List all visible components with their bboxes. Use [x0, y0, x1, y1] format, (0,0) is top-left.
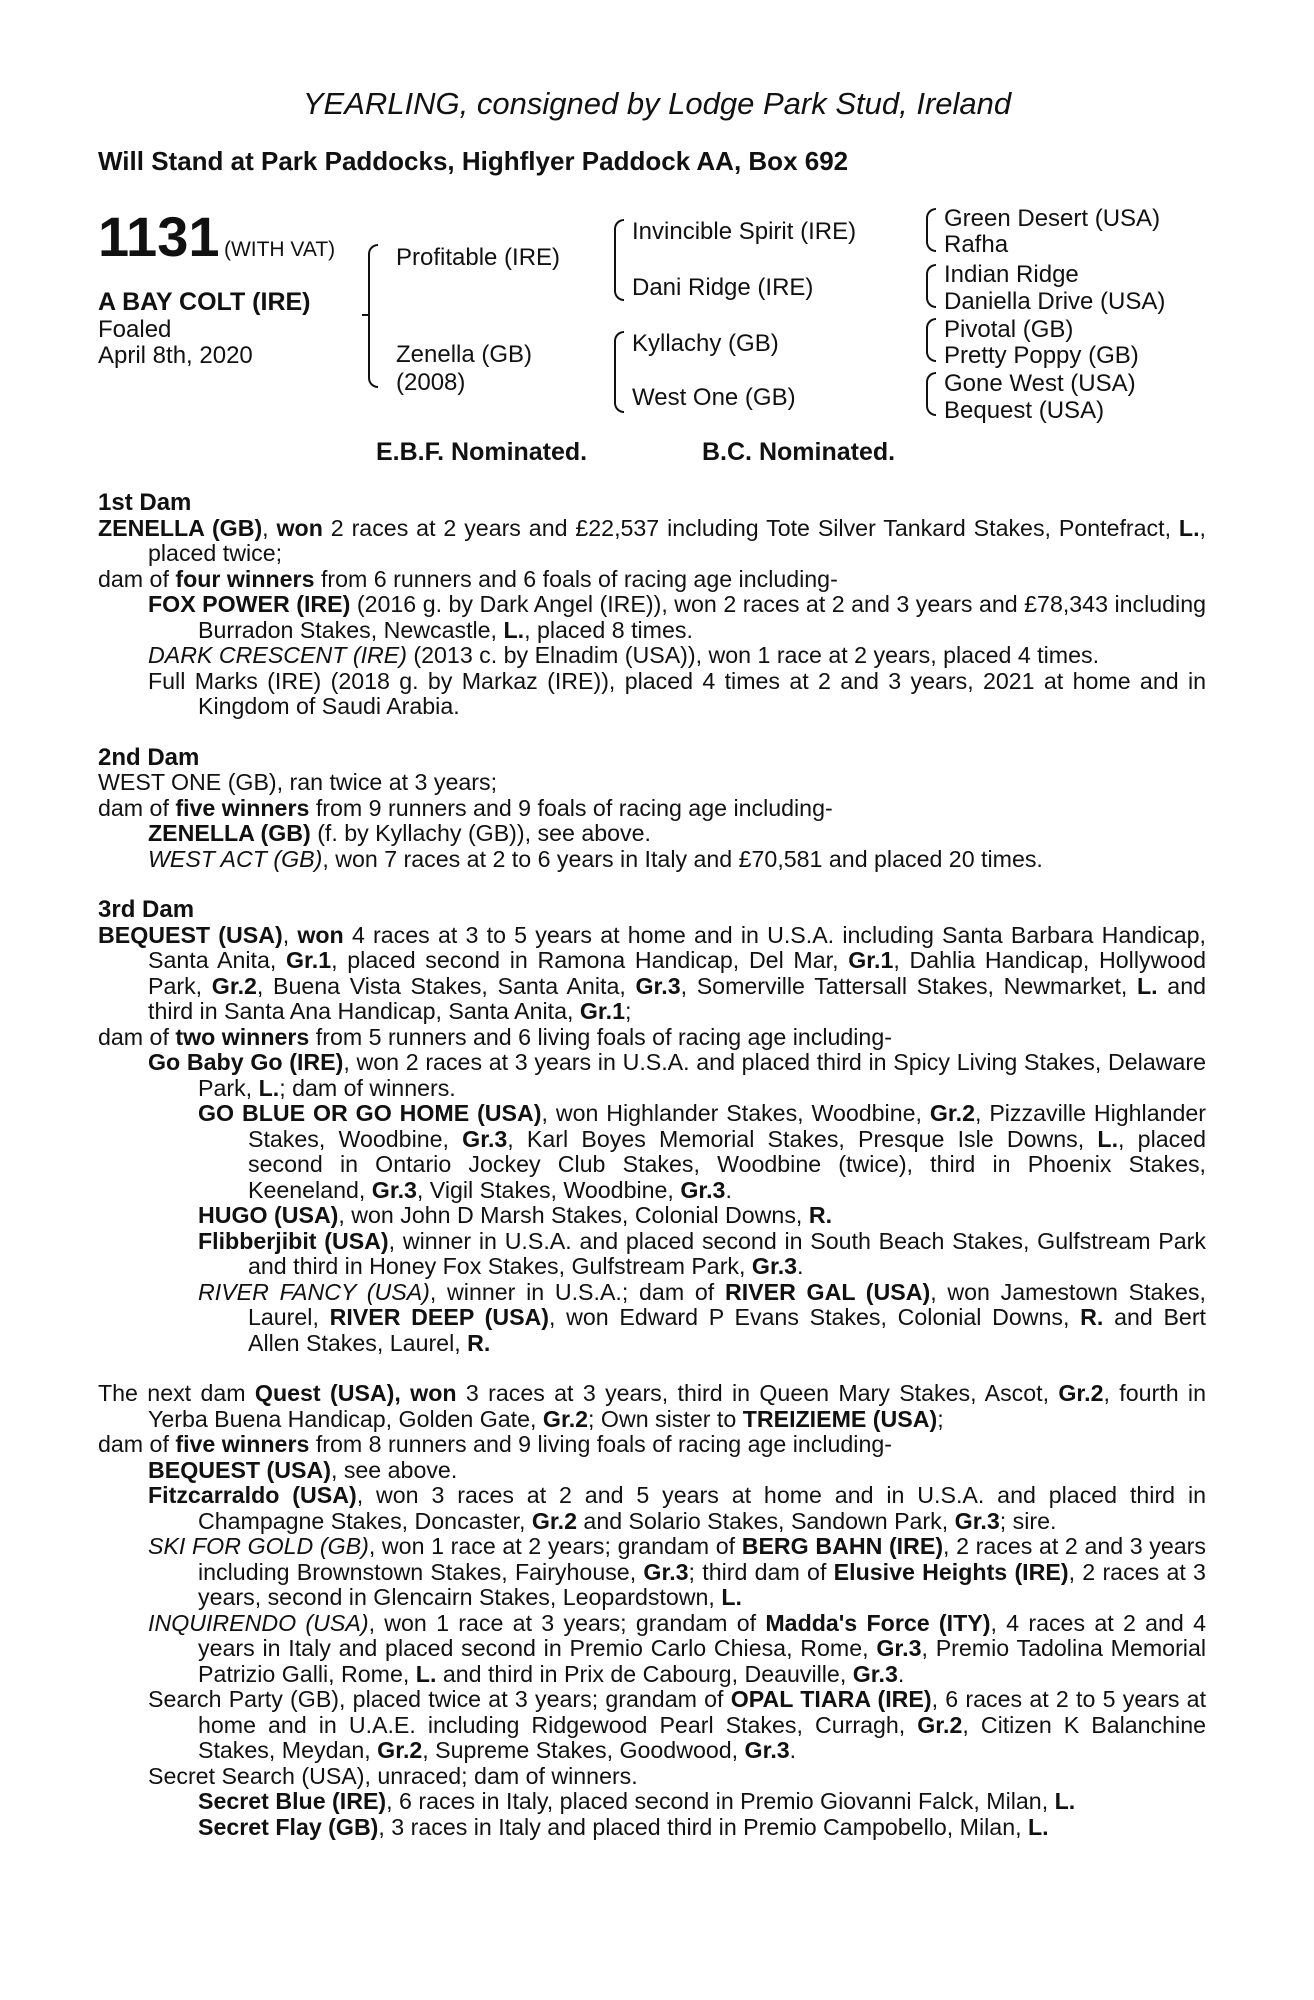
lot-header	[98, 204, 335, 269]
grade-label: Gr.1	[848, 947, 894, 973]
listed-label: L.	[258, 1074, 280, 1101]
horse-name: TREIZIEME (USA)	[742, 1405, 938, 1432]
horse-name: INQUIRENDO (USA)	[148, 1609, 369, 1636]
grade-label: Gr.2	[542, 1405, 589, 1432]
race-record: , 2 races at 3 years, second in Glencairn Stakes, Leopardstown,	[198, 1558, 1206, 1610]
next-dam-record	[98, 1381, 1206, 1432]
race-record: , 3 races in Italy and placed third in Premio Campobello, Milan,	[378, 1813, 1022, 1840]
listed-label: L.	[1027, 1813, 1049, 1840]
dam1-produce-3: Full Marks (IRE) (2018 g. by Markaz (IRE)), placed 4 times at 2 and 3 years, 2021 at home and in Kingdom of Saudi Arabia.	[148, 667, 1206, 719]
grade-label: Gr.3	[635, 972, 681, 999]
dam1-produce-1	[98, 592, 1206, 643]
race-record: , won 3 races at 2 and 5 years at home and in U.S.A. and placed third in Champagne Stakes, Doncaster,	[198, 1482, 1206, 1534]
grade-label: Gr.2	[917, 1711, 963, 1738]
pedigree-brace-main	[368, 244, 378, 388]
listed-label: L.	[1097, 1125, 1119, 1152]
pedigree-dam-sire: Kyllachy (GB)	[632, 330, 779, 357]
listed-label: L.	[503, 616, 525, 643]
race-record: , won 7 races at 2 to 6 years in Italy and £70,581 and placed 20 times.	[322, 845, 1043, 872]
dam3-grandproduce-1	[98, 1101, 1206, 1203]
pedigree-dam-dam: West One (GB)	[632, 384, 796, 411]
pedigree-g1: Green Desert (USA)	[944, 205, 1161, 232]
race-record: , see above.	[330, 1456, 458, 1483]
horse-name: RIVER FANCY (USA)	[198, 1278, 430, 1305]
race-record: .	[789, 1737, 797, 1763]
race-record: , placed 8 times.	[524, 616, 693, 643]
grade-label: Gr.3	[371, 1176, 417, 1203]
pedigree-sire-sire: Invincible Spirit (IRE)	[632, 218, 857, 245]
next-dam-produce-3	[98, 1534, 1206, 1611]
dam2-produce-2	[98, 847, 1206, 873]
race-record: , 4 races at 2 and 4 years in Italy and placed second in Premio Carlo Chiesa, Rome,	[198, 1609, 1206, 1661]
pedigree-brace-g4	[926, 372, 936, 416]
horse-name: RIVER GAL (USA)	[724, 1278, 931, 1305]
race-record: , Supreme Stakes, Goodwood,	[422, 1737, 739, 1763]
race-record: , placed twice;	[148, 514, 1206, 566]
produce-text: from 8 runners and 9 living foals of racing age including-	[315, 1431, 892, 1457]
pedigree-dam-year: (2008)	[396, 369, 466, 396]
dam2-produce-1	[98, 821, 1206, 847]
listed-label: L.	[1178, 514, 1200, 541]
race-record: , 6 races in Italy, placed second in Premio Giovanni Falck, Milan,	[386, 1788, 1049, 1814]
grade-label: Gr.3	[954, 1507, 1000, 1534]
produce-text: from 6 runners and 6 foals of racing age including-	[320, 565, 838, 592]
race-record: , won 2 races at 3 years in U.S.A. and placed third in Spicy Living Stakes, Delaware Park,	[198, 1049, 1206, 1101]
race-record: (2016 g. by Dark Angel (IRE)), won 2 races at 2 and 3 years and £78,343 including Burradon Stakes, Newcastle,	[198, 591, 1206, 643]
grade-label: Gr.3	[680, 1176, 726, 1203]
listed-label: L.	[721, 1584, 742, 1610]
horse-name: FOX POWER (IRE)	[148, 591, 351, 617]
horse-name: Go Baby Go (IRE)	[148, 1049, 344, 1075]
pedigree-brace-g3	[926, 318, 936, 362]
next-dam-produce-2	[98, 1483, 1206, 1534]
restricted-label: R.	[467, 1329, 491, 1356]
produce-text: dam of	[98, 1023, 169, 1050]
pedigree-dam: Zenella (GB)	[396, 341, 533, 368]
dam3-grandproduce-4	[98, 1280, 1206, 1357]
grade-label: Gr.3	[744, 1737, 790, 1763]
dam1-record: ZENELLA (GB), won 2 races at 2 years and £22,537 including Tote Silver Tankard Stakes, Pontefract, L., placed twice;	[98, 514, 1206, 566]
race-record: , won Jamestown Stakes, Laurel,	[248, 1278, 1206, 1330]
grade-label: Gr.1	[579, 998, 625, 1024]
dam2-record: WEST ONE (GB), ran twice at 3 years;	[98, 769, 498, 795]
horse-name: Madda's Force (ITY)	[765, 1609, 991, 1636]
race-record: Search Party (GB), placed twice at 3 years; grandam of	[148, 1686, 724, 1712]
next-dam-grandproduce-2	[98, 1815, 1206, 1841]
race-record: 4 races at 3 to 5 years at home and in U.S.A. including Santa Barbara Handicap, Santa Anita,	[148, 921, 1206, 973]
horse-name: WEST ACT (GB)	[148, 845, 323, 872]
dam3-grandproduce-3	[98, 1229, 1206, 1280]
stand-location: Will Stand at Park Paddocks, Highflyer Paddock AA, Box 692	[98, 146, 849, 176]
dam3-grandproduce-2	[98, 1203, 1206, 1229]
pedigree-brace-g2	[926, 264, 936, 308]
pedigree-sire-dam: Dani Ridge (IRE)	[632, 274, 814, 301]
race-record: , won 1 race at 2 years; grandam of	[368, 1533, 736, 1559]
dam1-produce-2	[98, 643, 1206, 669]
horse-name: Quest (USA), won	[254, 1380, 457, 1406]
horse-name: Secret Flay (GB)	[198, 1813, 379, 1840]
listed-label: L.	[1137, 972, 1158, 999]
grade-label: Gr.2	[531, 1507, 577, 1534]
section-heading-1st-dam: 1st Dam	[98, 489, 192, 516]
listed-label: L.	[415, 1660, 437, 1687]
next-dam-produce-6: Secret Search (USA), unraced; dam of winners.	[148, 1762, 638, 1789]
bc-nomination: B.C. Nominated.	[702, 438, 896, 466]
race-record: .	[797, 1253, 804, 1279]
race-record: , 6 races at 2 to 5 years at home and in U.A.E. including Ridgewood Pearl Stakes, Curragh,	[198, 1686, 1207, 1738]
race-record: , Vigil Stakes, Woodbine,	[416, 1176, 674, 1203]
next-dam-produce-1	[98, 1458, 1206, 1484]
race-record: , won Edward P Evans Stakes, Colonial Downs,	[549, 1304, 1070, 1330]
race-record: , placed second in Ontario Jockey Club Stakes, Woodbine (twice), third in Phoenix Stakes, Keeneland,	[248, 1125, 1206, 1203]
race-record: , 2 races at 2 and 3 years including Brownstown Stakes, Fairyhouse,	[198, 1533, 1206, 1585]
horse-name: SKI FOR GOLD (GB)	[148, 1533, 369, 1559]
horse-name: BEQUEST (USA)	[98, 921, 283, 948]
race-record: and third in Prix de Cabourg, Deauville,	[442, 1660, 847, 1687]
race-record: ; dam of winners.	[279, 1074, 456, 1101]
section-heading-2nd-dam: 2nd Dam	[98, 743, 200, 771]
race-record: (2013 c. by Elnadim (USA)), won 1 race at 2 years, placed 4 times.	[413, 642, 1100, 668]
produce-text: from 9 runners and 9 foals of racing age including-	[315, 794, 833, 821]
race-record: , winner in U.S.A. and placed second in South Beach Stakes, Gulfstream Park and third in Honey Fox Stakes, Gulfstream Park,	[248, 1227, 1206, 1279]
produce-text: dam of	[98, 794, 169, 821]
race-record: , Buena Vista Stakes, Santa Anita,	[256, 972, 626, 999]
dam3-record: BEQUEST (USA), won 4 races at 3 to 5 years at home and in U.S.A. including Santa Barbara Handicap, Santa Anita, Gr.1, placed second in Ramona Handicap, Del Mar, Gr.1, Dahlia Handicap, Hollywood Park, Gr.2, Buena Vista Stakes, Santa Anita, Gr.3, Somerville Tattersall Stakes, Newmarket, L. and third in Santa Ana Handicap, Santa Anita, Gr.1;	[98, 921, 1206, 1024]
horse-name: Flibberjibit (USA)	[198, 1227, 389, 1254]
race-record: , winner in U.S.A.; dam of	[429, 1278, 715, 1305]
horse-name: DARK CRESCENT (IRE)	[148, 642, 407, 668]
horse-name: Elusive Heights (IRE)	[833, 1558, 1069, 1585]
pedigree-brace-g1	[926, 208, 936, 252]
race-record: , Karl Boyes Memorial Stakes, Presque Isle Downs,	[507, 1125, 1085, 1152]
race-record: and third in Santa Ana Handicap, Santa Anita,	[148, 972, 1206, 1024]
pedigree-g6: Pretty Poppy (GB)	[944, 342, 1139, 369]
horse-name: Fitzcarraldo (USA)	[148, 1482, 357, 1508]
dam1-produce-summary	[98, 567, 1206, 593]
race-record: 3 races at 3 years, third in Queen Mary Stakes, Ascot,	[465, 1380, 1050, 1406]
produce-text: The next dam	[98, 1380, 246, 1406]
grade-label: Gr.3	[852, 1660, 898, 1687]
catalogue-heading: YEARLING, consigned by Lodge Park Stud, Ireland	[302, 86, 1012, 121]
grade-label: Gr.2	[211, 972, 257, 999]
pedigree-g8: Bequest (USA)	[944, 397, 1105, 424]
horse-name: GO BLUE OR GO HOME (USA)	[198, 1100, 542, 1126]
section-heading-3rd-dam: 3rd Dam	[98, 896, 195, 923]
race-record: , Pizzaville Highlander Stakes, Woodbine,	[248, 1100, 1207, 1152]
grade-label: Gr.3	[876, 1635, 922, 1661]
grade-label: Gr.2	[929, 1100, 975, 1126]
race-record: , Citizen K Balanchine Stakes, Meydan,	[198, 1711, 1206, 1763]
restricted-label: R.	[1080, 1304, 1104, 1330]
race-record: , placed second in Ramona Handicap, Del Mar,	[331, 947, 839, 973]
pedigree-brace-sire	[614, 219, 624, 301]
pedigree-g5: Pivotal (GB)	[944, 316, 1074, 343]
grade-label: Gr.1	[286, 947, 332, 973]
race-record: , fourth in Yerba Buena Handicap, Golden Gate,	[148, 1380, 1206, 1432]
race-record: and Solario Stakes, Sandown Park,	[583, 1507, 949, 1534]
next-dam-grandproduce-1	[98, 1789, 1206, 1815]
next-dam-produce-5	[98, 1687, 1206, 1764]
winners-count: five winners	[175, 794, 310, 821]
race-record: , Premio Tadolina Memorial Patrizio Galli, Rome,	[198, 1635, 1206, 1687]
horse-name: Secret Blue (IRE)	[198, 1788, 387, 1814]
race-record: .	[725, 1176, 732, 1203]
horse-name: BEQUEST (USA)	[148, 1456, 331, 1483]
foaled-label: Foaled	[98, 316, 172, 343]
catalogue-body	[98, 490, 1206, 1840]
race-record: ; Own sister to	[588, 1405, 737, 1432]
pedigree-g7: Gone West (USA)	[944, 370, 1136, 397]
pedigree-g3: Indian Ridge	[944, 261, 1079, 288]
race-record: 2 races at 2 years and £22,537 including Tote Silver Tankard Stakes, Pontefract,	[330, 514, 1172, 541]
restricted-label: R.	[808, 1202, 833, 1228]
horse-name: ZENELLA (GB)	[98, 514, 263, 541]
race-record: , won Highlander Stakes, Woodbine,	[541, 1100, 922, 1126]
race-record: ; sire.	[999, 1507, 1057, 1534]
race-record: , Dahlia Handicap, Hollywood Park,	[148, 947, 1206, 999]
horse-name: BERG BAHN (IRE)	[741, 1533, 944, 1559]
race-record: ;	[624, 998, 632, 1024]
dam2-produce-summary	[98, 796, 1206, 822]
pedigree-g4: Daniella Drive (USA)	[944, 288, 1166, 315]
race-record: and Bert Allen Stakes, Laurel,	[248, 1304, 1206, 1356]
race-record: (f. by Kyllachy (GB)), see above.	[317, 820, 651, 846]
next-dam-produce-summary	[98, 1432, 1206, 1458]
produce-text: dam of	[98, 565, 169, 592]
winners-count: four winners	[175, 565, 315, 592]
pedigree-brace-point	[362, 314, 370, 316]
winners-count: two winners	[175, 1023, 310, 1050]
vat-label: (WITH VAT)	[223, 238, 336, 261]
grade-label: Gr.2	[377, 1737, 423, 1763]
race-record: .	[897, 1660, 905, 1687]
horse-name: OPAL TIARA (IRE)	[730, 1686, 932, 1712]
won-label: won	[276, 514, 323, 541]
next-dam-produce-4	[98, 1611, 1206, 1688]
lot-number: 1131	[98, 205, 220, 268]
winners-count: five winners	[175, 1431, 310, 1457]
horse-name: HUGO (USA)	[198, 1202, 339, 1228]
grade-label: Gr.3	[462, 1125, 508, 1152]
ebf-nomination: E.B.F. Nominated.	[376, 438, 588, 466]
pedigree-sire: Profitable (IRE)	[396, 244, 561, 271]
horse-name: ZENELLA (GB)	[148, 820, 311, 846]
grade-label: Gr.3	[751, 1253, 798, 1279]
pedigree-g2: Rafha	[944, 231, 1009, 258]
listed-label: L.	[1054, 1788, 1076, 1814]
dam3-produce-summary	[98, 1025, 1206, 1051]
foaled-date: April 8th, 2020	[98, 342, 253, 369]
grade-label: Gr.3	[643, 1558, 689, 1585]
horse-name: RIVER DEEP (USA)	[329, 1304, 550, 1330]
produce-text: from 5 runners and 6 living foals of racing age including-	[315, 1023, 892, 1050]
won-label: won	[297, 921, 344, 948]
race-record: ; third dam of	[688, 1558, 827, 1585]
pedigree-brace-dam	[614, 331, 624, 413]
race-record: , Somerville Tattersall Stakes, Newmarket,	[680, 972, 1128, 999]
dam3-produce-1	[98, 1050, 1206, 1101]
race-record: , won John D Marsh Stakes, Colonial Downs,	[338, 1202, 803, 1228]
produce-text: dam of	[98, 1431, 169, 1457]
race-record: , won 1 race at 3 years; grandam of	[368, 1609, 757, 1636]
grade-label: Gr.2	[1058, 1380, 1104, 1406]
race-record: ;	[937, 1405, 944, 1432]
lot-description: A BAY COLT (IRE)	[98, 288, 311, 316]
